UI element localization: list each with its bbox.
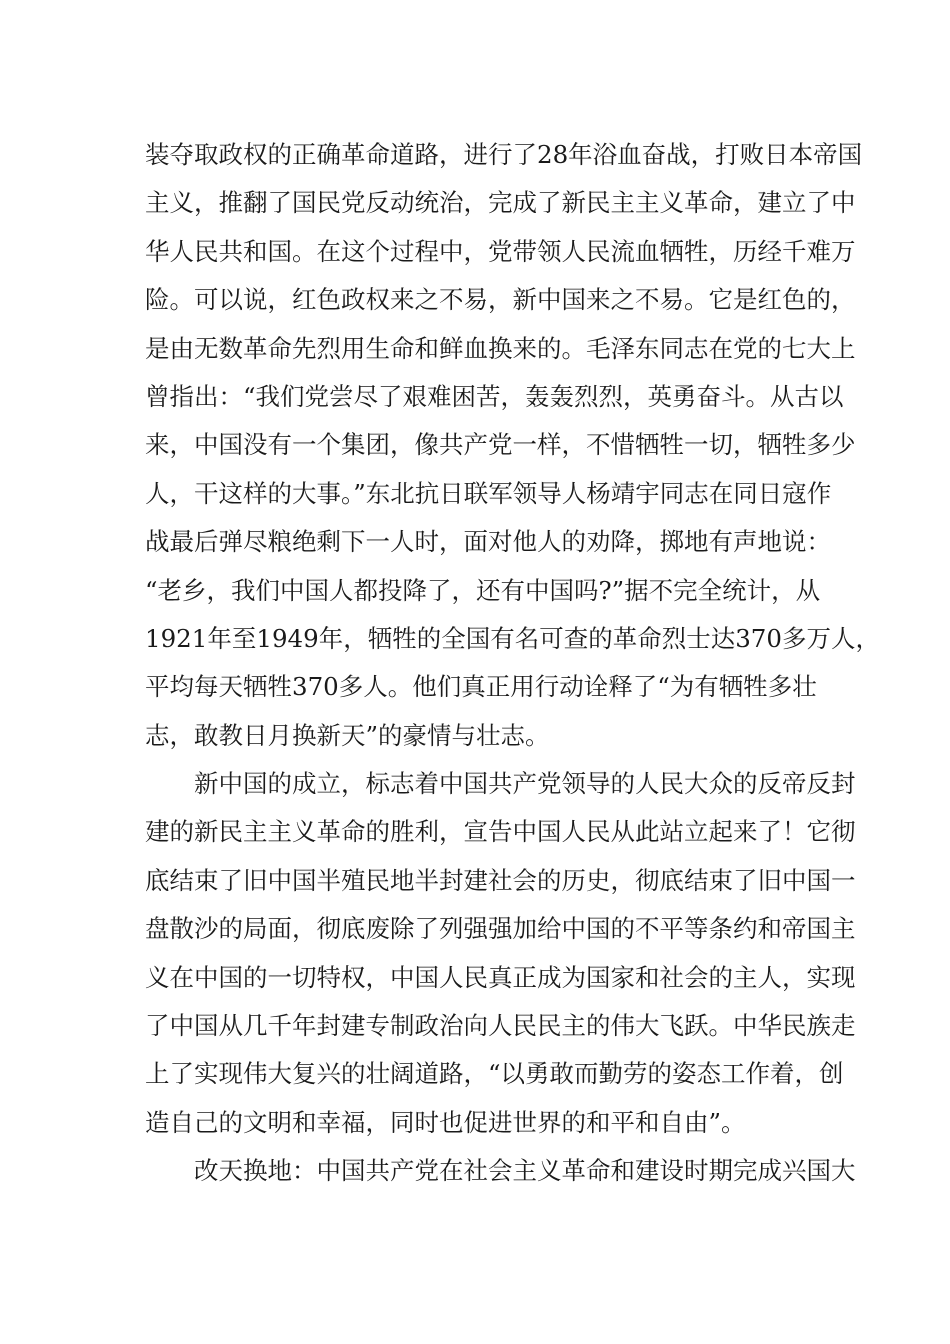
text-line: 建的新民主主义革命的胜利，宣告中国人民从此站立起来了！它彻 [145,817,856,847]
text-line: 盘散沙的局面，彻底废除了列强强加给中国的不平等条约和帝国主 [145,914,856,944]
text-line: 曾指出：“我们党尝尽了艰难困苦，轰轰烈烈，英勇奋斗。从古以 [145,381,844,411]
text-line: 上了实现伟大复兴的壮阔道路，“以勇敢而勤劳的姿态工作着，创 [145,1059,844,1089]
text-line: 装夺取政权的正确革命道路，进行了28年浴血奋战，打败日本帝国 [145,140,863,169]
text-line: 战最后弹尽粮绝剩下一人时，面对他人的劝降，掷地有声地说： [145,527,831,557]
text-line: 险。可以说，红色政权来之不易，新中国来之不易。它是红色的， [145,285,856,315]
text-line: 1921年至1949年，牺牲的全国有名可查的革命烈士达370多万人， [145,623,880,653]
paragraph-start-line: 新中国的成立，标志着中国共产党领导的人民大众的反帝反封 [194,769,856,799]
text-line: 平均每天牺牲370多人。他们真正用行动诠释了“为有牺牲多壮 [145,672,817,702]
text-line: 是由无数革命先烈用生命和鲜血换来的。毛泽东同志在党的七大上 [145,333,856,363]
text-line: 人，干这样的大事。”东北抗日联军领导人杨靖宇同志在同日寇作 [145,478,832,508]
text-line: “老乡，我们中国人都投降了，还有中国吗?”据不完全统计，从 [145,575,821,605]
text-line: 底结束了旧中国半殖民地半封建社会的历史，彻底结束了旧中国一 [145,865,856,895]
paragraph-start-line: 改天换地：中国共产党在社会主义革命和建设时期完成兴国大 [194,1156,856,1186]
text-line: 主义，推翻了国民党反动统治，完成了新民主主义革命，建立了中 [145,188,856,218]
body-text [145,131,880,1196]
text-line: 华人民共和国。在这个过程中，党带领人民流血牺牲，历经千难万 [145,236,856,266]
text-line: 了中国从几千年封建专制政治向人民民主的伟大飞跃。中华民族走 [145,1011,856,1041]
text-line: 志，敢教日月换新天”的豪情与壮志。 [145,720,550,750]
text-line: 造自己的文明和幸福，同时也促进世界的和平和自由”。 [145,1107,746,1137]
text-line: 来，中国没有一个集团，像共产党一样，不惜牺牲一切，牺牲多少 [145,430,856,460]
text-line: 义在中国的一切特权，中国人民真正成为国家和社会的主人，实现 [145,962,856,992]
